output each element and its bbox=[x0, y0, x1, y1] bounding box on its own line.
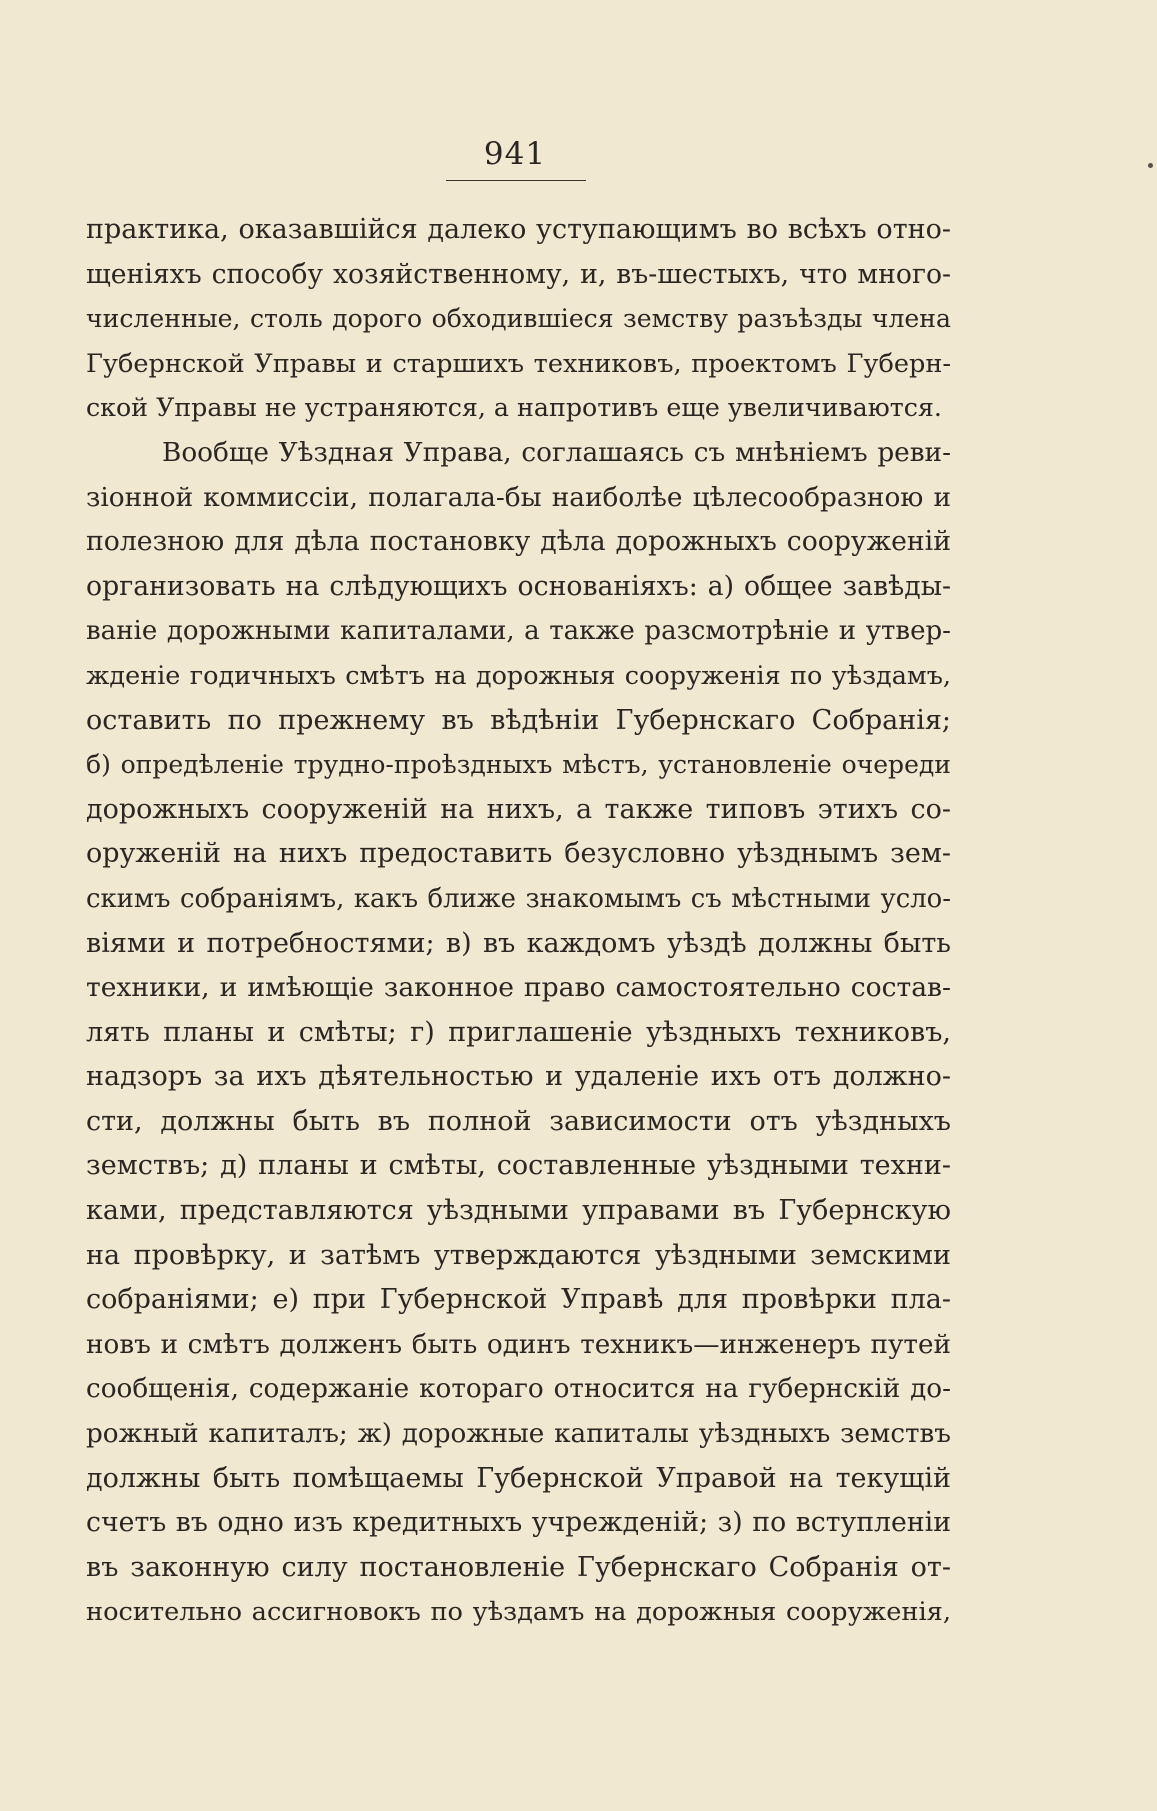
paragraph-start-line: Вообще Уѣздная Управа, соглашаясь съ мнѣніемъ реви- bbox=[162, 437, 951, 468]
text-line: дорожныхъ сооруженій на нихъ, а также типовъ этихъ со- bbox=[86, 793, 951, 825]
text-line: б) опредѣленіе трудно-проѣздныхъ мѣстъ, установленіе очереди bbox=[86, 750, 951, 780]
text-line: ваніе дорожными капиталами, а также разсмотрѣніе и утвер- bbox=[86, 616, 951, 647]
text-line: техники, и имѣющіе законное право самостоятельно состав- bbox=[86, 972, 951, 1004]
page-number-rule bbox=[446, 180, 586, 181]
margin-speck bbox=[1148, 163, 1153, 168]
text-line: віями и потребностями; в) въ каждомъ уѣздѣ должны быть bbox=[86, 927, 951, 959]
text-line: сти, должны быть въ полной зависимости отъ уѣздныхъ bbox=[86, 1105, 951, 1137]
text-line: сообщенія, содержаніе котораго относится на губернскій до- bbox=[86, 1374, 951, 1405]
text-line: надзоръ за ихъ дѣятельностью и удаленіе ихъ отъ должно- bbox=[86, 1061, 951, 1093]
text-line: собраніями; е) при Губернской Управѣ для провѣрки пла- bbox=[86, 1284, 951, 1316]
text-line: лять планы и смѣты; г) приглашеніе уѣздныхъ техниковъ, bbox=[86, 1016, 951, 1048]
text-line: въ законную силу постановленіе Губернскаго Собранія от- bbox=[86, 1551, 951, 1583]
text-line: щеніяхъ способу хозяйственному, и, въ-шестыхъ, что много- bbox=[86, 258, 951, 290]
text-line: земствъ; д) планы и смѣты, составленные уѣздными техни- bbox=[86, 1150, 951, 1182]
text-line: зіонной коммиссіи, полагала-бы наиболѣе цѣлесообразною и bbox=[86, 482, 951, 513]
text-line: рожный капиталъ; ж) дорожные капиталы уѣздныхъ земствъ bbox=[86, 1419, 951, 1450]
text-line: практика, оказавшійся далеко уступающимъ во всѣхъ отно- bbox=[86, 214, 951, 245]
page-number: 941 bbox=[483, 136, 547, 172]
text-line: жденіе годичныхъ смѣтъ на дорожныя сооруженія по уѣздамъ, bbox=[86, 660, 951, 691]
text-line: Губернской Управы и старшихъ техниковъ, проектомъ Губерн- bbox=[86, 348, 951, 379]
text-line: полезною для дѣла постановку дѣла дорожныхъ сооруженій bbox=[86, 526, 951, 558]
body-text bbox=[86, 208, 951, 1635]
text-line: численные, столь дорого обходившіеся земству разъѣзды члена bbox=[86, 304, 951, 334]
text-line: ской Управы не устраняются, а напротивъ еще увеличиваются. bbox=[86, 393, 942, 423]
text-line: скимъ собраніямъ, какъ ближе знакомымъ съ мѣстными усло- bbox=[86, 883, 951, 914]
text-line: оставить по прежнему въ вѣдѣніи Губернскаго Собранія; bbox=[86, 704, 951, 736]
text-line: оруженій на нихъ предоставить безусловно уѣзднымъ зем- bbox=[86, 838, 951, 870]
text-line: ками, представляются уѣздными управами въ Губернскую bbox=[86, 1195, 951, 1227]
text-line: счетъ въ одно изъ кредитныхъ учрежденій; з) по вступленіи bbox=[86, 1507, 951, 1539]
text-line: носительно ассигновокъ по уѣздамъ на дорожныя сооруженія, bbox=[86, 1597, 951, 1628]
text-line: на провѣрку, и затѣмъ утверждаются уѣздными земскими bbox=[86, 1239, 951, 1271]
text-line: организовать на слѣдующихъ основаніяхъ: а) общее завѣды- bbox=[86, 570, 951, 602]
text-line: должны быть помѣщаемы Губернской Управой на текущій bbox=[86, 1462, 951, 1494]
text-line: новъ и смѣтъ долженъ быть одинъ техникъ—инженеръ путей bbox=[86, 1329, 951, 1360]
